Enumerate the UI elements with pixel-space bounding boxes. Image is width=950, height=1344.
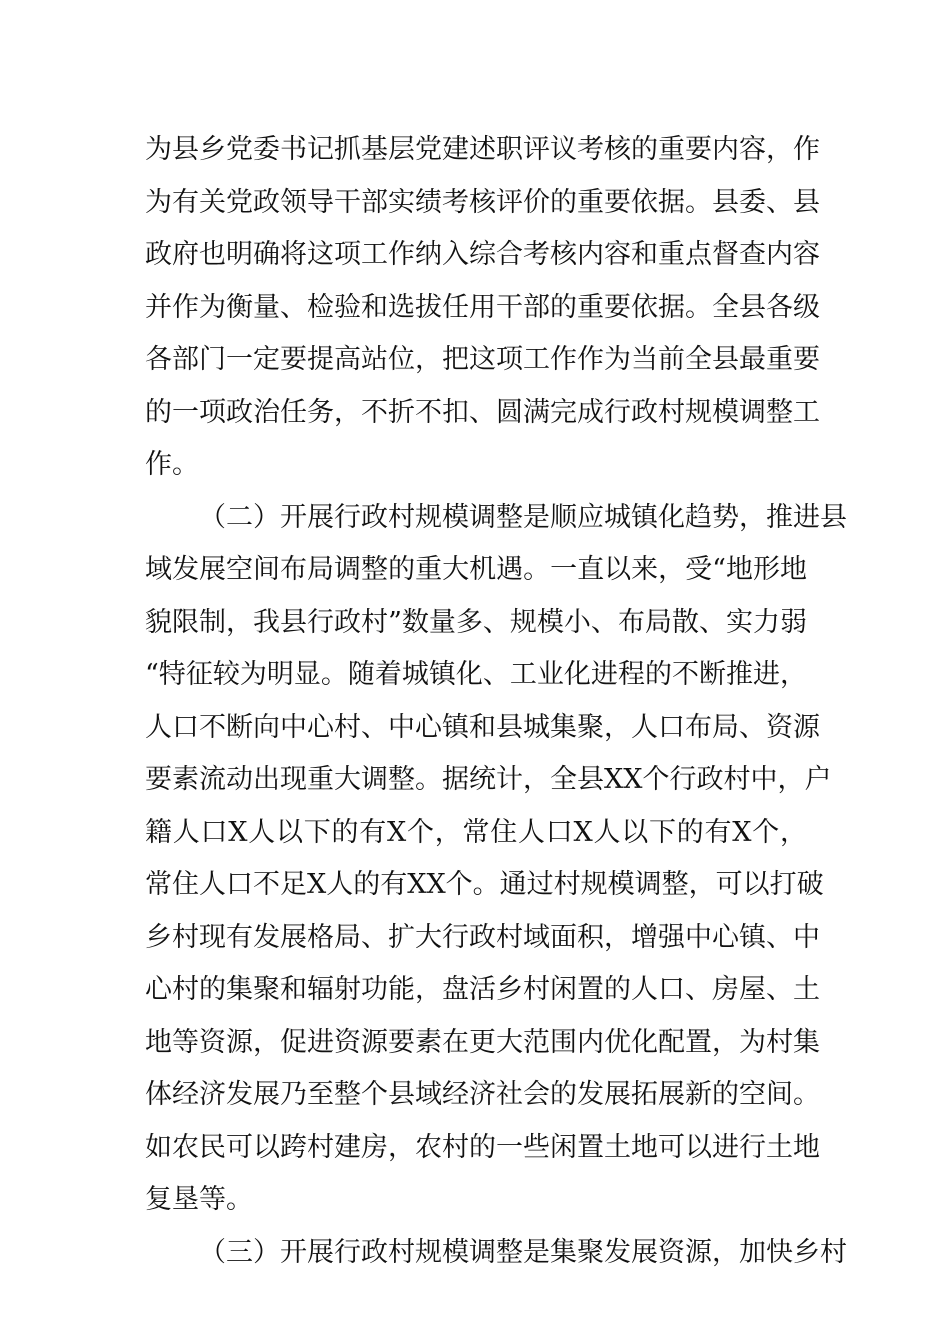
text-line: 体经济发展乃至整个县域经济社会的发展拓展新的空间。 <box>145 1079 820 1110</box>
text-line: 貌限制，我县行政村”数量多、规模小、布局散、实力弱 <box>145 606 807 638</box>
text-line: “特征较为明显。随着城镇化、工业化进程的不断推进， <box>145 659 807 690</box>
text-line: 政府也明确将这项工作纳入综合考核内容和重点督查内容 <box>145 239 820 270</box>
text-line: 人口不断向中心村、中心镇和县城集聚，人口布局、资源 <box>145 711 820 743</box>
text-line: 的一项政治任务，不折不扣、圆满完成行政村规模调整工 <box>145 396 820 428</box>
text-line: 域发展空间布局调整的重大机遇。一直以来，受“地形地 <box>145 554 807 585</box>
text-line: 复垦等。 <box>145 1184 253 1215</box>
text-line: 籍人口X人以下的有X个，常住人口X人以下的有X个， <box>145 816 807 848</box>
section-heading-3: （三）开展行政村规模调整是集聚发展资源，加快乡村 <box>199 1236 847 1268</box>
text-line: 各部门一定要提高站位，把这项工作作为当前全县最重要 <box>145 344 820 375</box>
body-text <box>145 124 847 1279</box>
text-line: 心村的集聚和辐射功能，盘活乡村闲置的人口、房屋、土 <box>145 974 820 1005</box>
text-line: 为县乡党委书记抓基层党建述职评议考核的重要内容，作 <box>145 134 820 165</box>
text-line: 地等资源，促进资源要素在更大范围内优化配置，为村集 <box>145 1026 820 1058</box>
text-line: 并作为衡量、检验和选拔任用干部的重要依据。全县各级 <box>145 291 820 323</box>
text-line: 要素流动出现重大调整。据统计，全县XX个行政村中，户 <box>145 764 832 795</box>
text-line: 常住人口不足X人的有XX个。通过村规模调整，可以打破 <box>145 869 824 900</box>
text-line: 作。 <box>145 449 199 480</box>
text-line: 如农民可以跨村建房，农村的一些闲置土地可以进行土地 <box>145 1131 820 1163</box>
text-line: 为有关党政领导干部实绩考核评价的重要依据。县委、县 <box>145 186 820 218</box>
section-heading-2: （二）开展行政村规模调整是顺应城镇化趋势，推进县 <box>199 501 847 533</box>
text-line: 乡村现有发展格局、扩大行政村域面积，增强中心镇、中 <box>145 921 820 953</box>
